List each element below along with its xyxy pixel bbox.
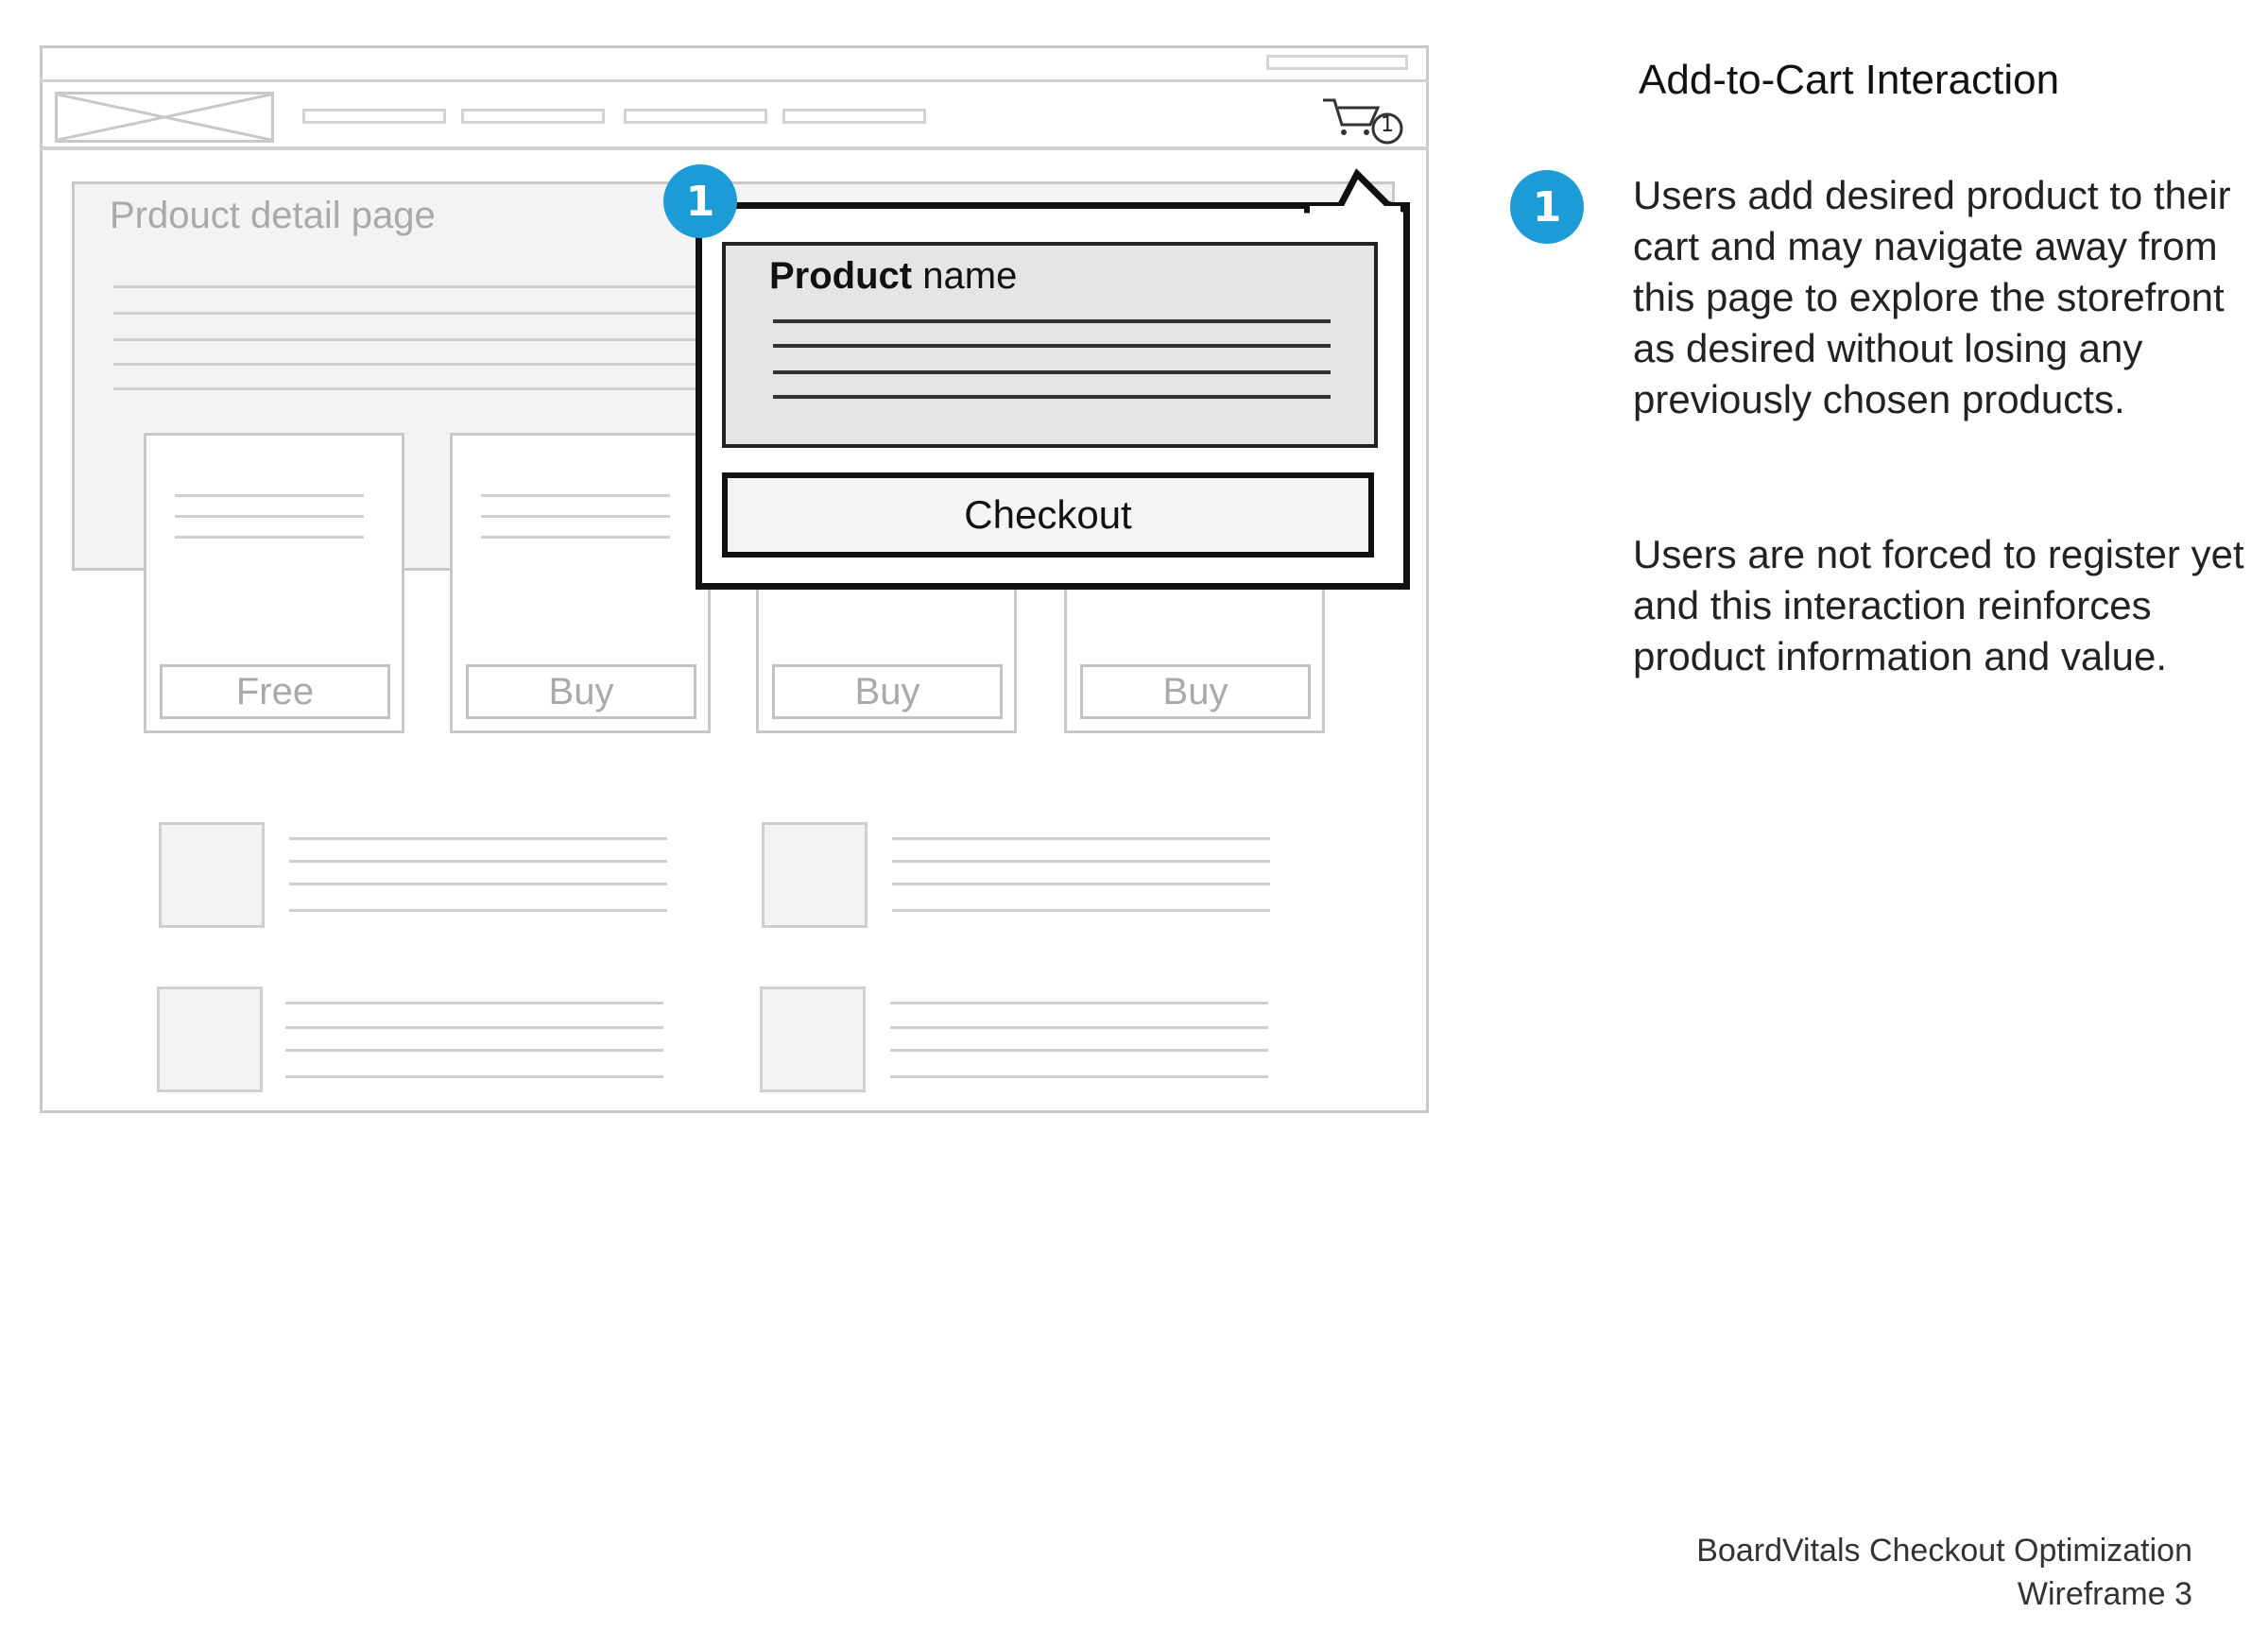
- product-label-bold: Product: [769, 255, 913, 297]
- text-line-placeholder: [773, 319, 1331, 323]
- list-item-thumbnail: [762, 822, 868, 928]
- text-line-placeholder: [175, 515, 364, 518]
- text-line-placeholder: [481, 536, 670, 539]
- annotation-step-marker: 1: [1510, 170, 1584, 244]
- text-line-placeholder: [890, 1026, 1268, 1029]
- annotation-paragraph: Users add desired product to their cart and may navigate away from this page to explore the storefront as desired without losing any previously chosen products.: [1633, 173, 2231, 421]
- text-line-placeholder: [113, 312, 699, 315]
- text-line-placeholder: [892, 837, 1270, 840]
- footer-project: BoardVitals Checkout Optimization: [1696, 1533, 2192, 1569]
- text-line-placeholder: [285, 1075, 663, 1078]
- text-line-placeholder: [890, 1002, 1268, 1004]
- text-line-placeholder: [113, 338, 699, 341]
- text-line-placeholder: [289, 860, 667, 863]
- nav-item-placeholder[interactable]: [624, 109, 767, 124]
- nav-bar-divider: [40, 146, 1429, 150]
- checkout-button[interactable]: Checkout: [722, 472, 1374, 558]
- text-line-placeholder: [113, 363, 699, 366]
- cart-count-badge: 1: [1381, 113, 1394, 137]
- text-line-placeholder: [892, 883, 1270, 885]
- popup-pointer: [1300, 157, 1412, 214]
- text-line-placeholder: [113, 285, 699, 288]
- cart-button[interactable]: [1321, 94, 1406, 149]
- text-line-placeholder: [892, 909, 1270, 912]
- free-button[interactable]: Free: [160, 664, 390, 719]
- window-control-placeholder: [1266, 55, 1408, 70]
- buy-button[interactable]: Buy: [772, 664, 1003, 719]
- text-line-placeholder: [773, 395, 1331, 399]
- nav-item-placeholder[interactable]: [461, 109, 605, 124]
- product-label-rest: name: [922, 255, 1018, 297]
- text-line-placeholder: [481, 515, 670, 518]
- list-item-thumbnail: [760, 987, 866, 1092]
- annotation-title: Add-to-Cart Interaction: [1639, 57, 2060, 103]
- text-line-placeholder: [285, 1026, 663, 1029]
- nav-item-placeholder[interactable]: [782, 109, 926, 124]
- page-title: Prdouct detail page: [110, 195, 436, 236]
- text-line-placeholder: [890, 1049, 1268, 1052]
- footer-caption: [1696, 1529, 2192, 1616]
- annotation-paragraph: Users are not forced to register yet and this interaction reinforces product information and value.: [1633, 532, 2244, 678]
- text-line-placeholder: [289, 909, 667, 912]
- logo-placeholder: [55, 92, 274, 143]
- text-line-placeholder: [773, 344, 1331, 348]
- footer-wireframe-number: Wireframe 3: [2017, 1576, 2192, 1612]
- popup-product-name: [769, 255, 1017, 298]
- text-line-placeholder: [773, 370, 1331, 374]
- logo-cross-icon: [58, 94, 271, 140]
- nav-item-placeholder[interactable]: [302, 109, 446, 124]
- step-marker: 1: [663, 164, 737, 238]
- list-item-thumbnail: [159, 822, 265, 928]
- buy-button[interactable]: Buy: [466, 664, 696, 719]
- text-line-placeholder: [175, 494, 364, 497]
- buy-button[interactable]: Buy: [1080, 664, 1311, 719]
- text-line-placeholder: [890, 1075, 1268, 1078]
- text-line-placeholder: [289, 837, 667, 840]
- text-line-placeholder: [113, 387, 699, 390]
- text-line-placeholder: [175, 536, 364, 539]
- list-item-thumbnail: [157, 987, 263, 1092]
- text-line-placeholder: [285, 1049, 663, 1052]
- text-line-placeholder: [285, 1002, 663, 1004]
- product-card: [450, 433, 711, 733]
- text-line-placeholder: [892, 860, 1270, 863]
- text-line-placeholder: [481, 494, 670, 497]
- product-card: [144, 433, 404, 733]
- title-bar-divider: [40, 79, 1429, 82]
- text-line-placeholder: [289, 883, 667, 885]
